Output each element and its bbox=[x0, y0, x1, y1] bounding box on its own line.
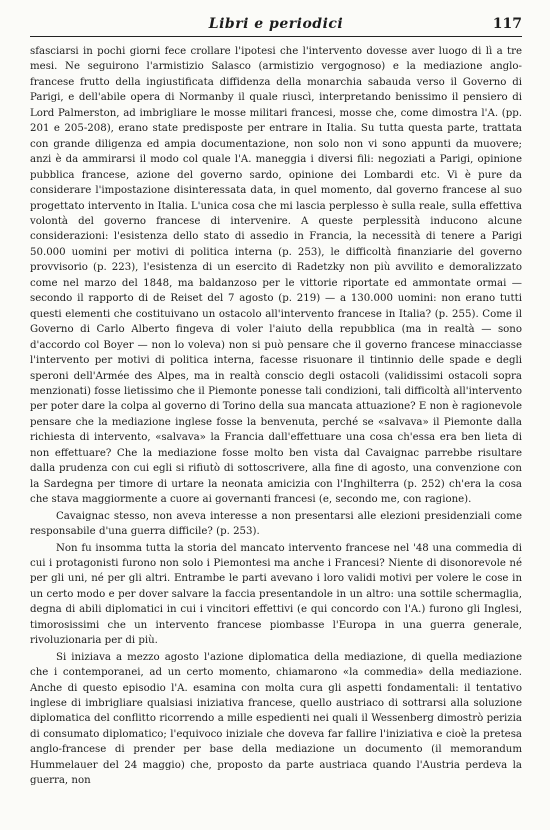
page-number: 117 bbox=[492, 16, 522, 32]
paragraph: sfasciarsi in pochi giorni fece crollare l'ipotesi che l'intervento dovesse aver luogo di lì a tre mesi. Ne seguirono l'armistizio Salasco (armistizio vergognoso) e la mediazione anglo-francese frutto della ingiustificata diffidenza della monarchia sabauda verso il Governo di Parigi, e dell'abile opera di Normanby il quale riuscì, interpretando benissimo il pensiero di Lord Palmerston, ad imbrigliare le mosse militari francesi, mosse che, come dimostra l'A. (pp. 201 e 205-208), erano state predisposte per entrare in Italia. Su tutta questa parte, trattata con grande diligenza ed ampia documentazione, non solo non vi sono appunti da muovere; anzi è da ammirarsi il modo col quale l'A. maneggia i diversi fili: negoziati a Parigi, opinione pubblica francese, azione del governo sardo, opinione dei Lombardi etc. Vi è pure da considerare l'impostazione disinteressata data, in quel momento, dal governo francese al suo progettato intervento in Italia. L'unica cosa che mi lascia perplesso è sulla reale, sulla effettiva volontà del governo francese di intervenire. A queste perplessità inducono alcune considerazioni: l'esistenza dello stato di assedio in Francia, la necessità di tenere a Parigi 50.000 uomini per motivi di politica interna (p. 253), le difficoltà finanziarie del governo provvisorio (p. 223), l'esistenza di un esercito di Radetzky non più avvilito e demoralizzato come nel marzo del 1848, ma baldanzoso per le vittorie riportate ed ammontate ormai — secondo il rapporto di de Reiset del 7 agosto (p. 219) — a 130.000 uomini: non erano tutti questi elementi che costituivano un ostacolo all'intervento francese in Italia? (p. 255). Come il Governo di Carlo Alberto fingeva di voler l'aiuto della repubblica (ma in realtà — sono d'accordo col Boyer — non lo voleva) non si può pensare che il governo francese minacciasse l'intervento per motivi di politica interna, facesse risuonare il tintinnio delle spade e degli speroni dell'Armée des Alpes, ma in realtà conscio degli ostacoli (validissimi ostacoli sopra menzionati) fosse lietissimo che il Piemonte ponesse tali condizioni, tali difficoltà all'intervento per poter dare la colpa al governo di Torino della sua mancata attuazione? E non è ragionevole pensare che la mediazione inglese fosse la benvenuta, perché se «salvava» il Piemonte dalla richiesta di intervento, «salvava» la Francia dall'effettuare una cosa ch'essa era ben lieta di non effettuare? Che la mediazione fosse molto ben vista dal Cavaignac parrebbe risultare dalla prudenza con cui egli si rifiutò di sottoscrivere, alla fine di agosto, una convenzione con la Sardegna per timore di urtare la neonata amicizia con l'Inghilterra (p. 252) ch'era la cosa che stava maggiormente a cuore ai governanti francesi (e, secondo me, con ragione). bbox=[30, 46, 522, 506]
header-title: Libri e periodici bbox=[208, 16, 344, 32]
text-body bbox=[30, 44, 522, 789]
running-header bbox=[30, 14, 522, 37]
paragraph: Cavaignac stesso, non aveva interesse a non presentarsi alle elezioni presidenziali come responsabile d'una guerra difficile? (p. 253). bbox=[30, 510, 522, 538]
paragraph: Si iniziava a mezzo agosto l'azione diplomatica della mediazione, di quella mediazione che i contemporanei, ad un certo momento, chiamarono «la commedia» della mediazione. Anche di questo episodio l'A. esamina con molta cura gli aspetti fondamentali: il tentativo inglese di imbrigliare qualsiasi iniziativa francese, quello austriaco di sottrarsi alla soluzione diplomatica del conflitto ricorrendo a mille espedienti nei quali il Wessenberg dimostrò perizia di consumato diplomatico; l'equivoco iniziale che doveva far fallire l'iniziativa e cioè la pretesa anglo-francese di prender per base della mediazione un documento (il memorandum Hummelauer del 24 maggio) che, proposto da parte austriaca quando l'Austria perdeva la guerra, non bbox=[30, 651, 522, 787]
paragraph: Non fu insomma tutta la storia del mancato intervento francese nel '48 una commedia di cui i protagonisti furono non solo i Piemontesi ma anche i Francesi? Niente di disonorevole né per gli uni, né per gli altri. Entrambe le parti avevano i loro validi motivi per volere le cose in un certo modo e per dover salvare la faccia presentandole in un altro: una sottile schermaglia, degna di abili diplomatici in cui i vincitori effettivi (e qui concordo con l'A.) furono gli Inglesi, timorosissimi che un intervento francese piombasse l'Europa in una guerra generale, rivoluzionaria per di più. bbox=[30, 542, 522, 647]
